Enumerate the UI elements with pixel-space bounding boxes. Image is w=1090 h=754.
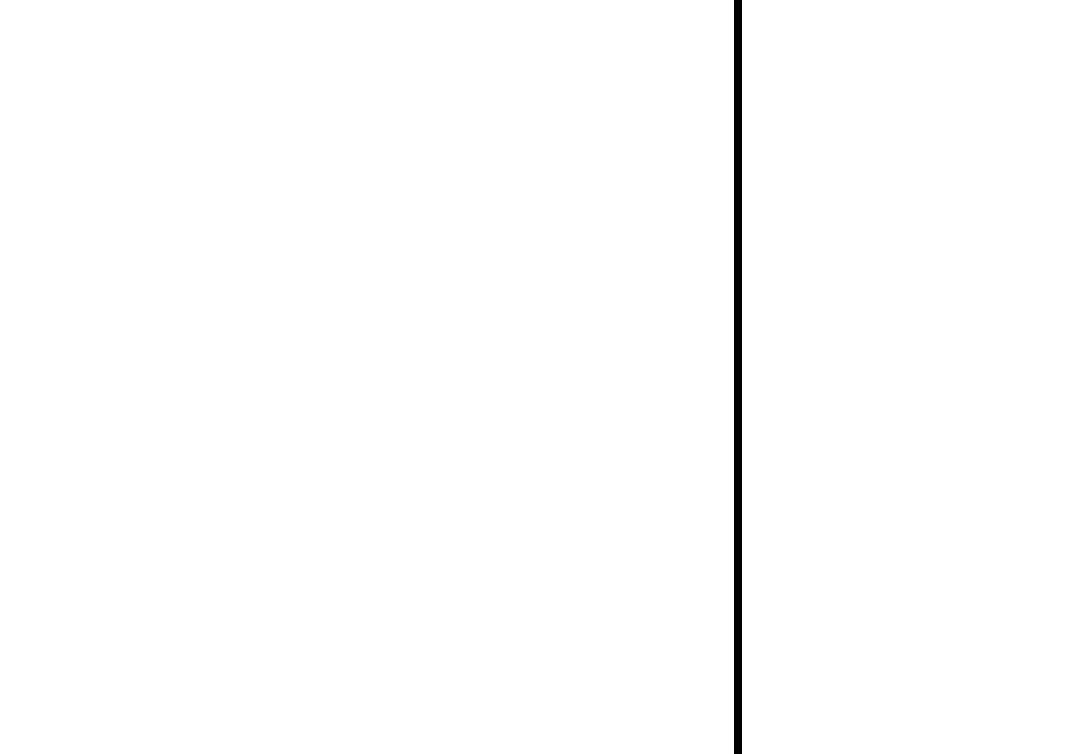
column-divider-bar bbox=[734, 0, 742, 754]
